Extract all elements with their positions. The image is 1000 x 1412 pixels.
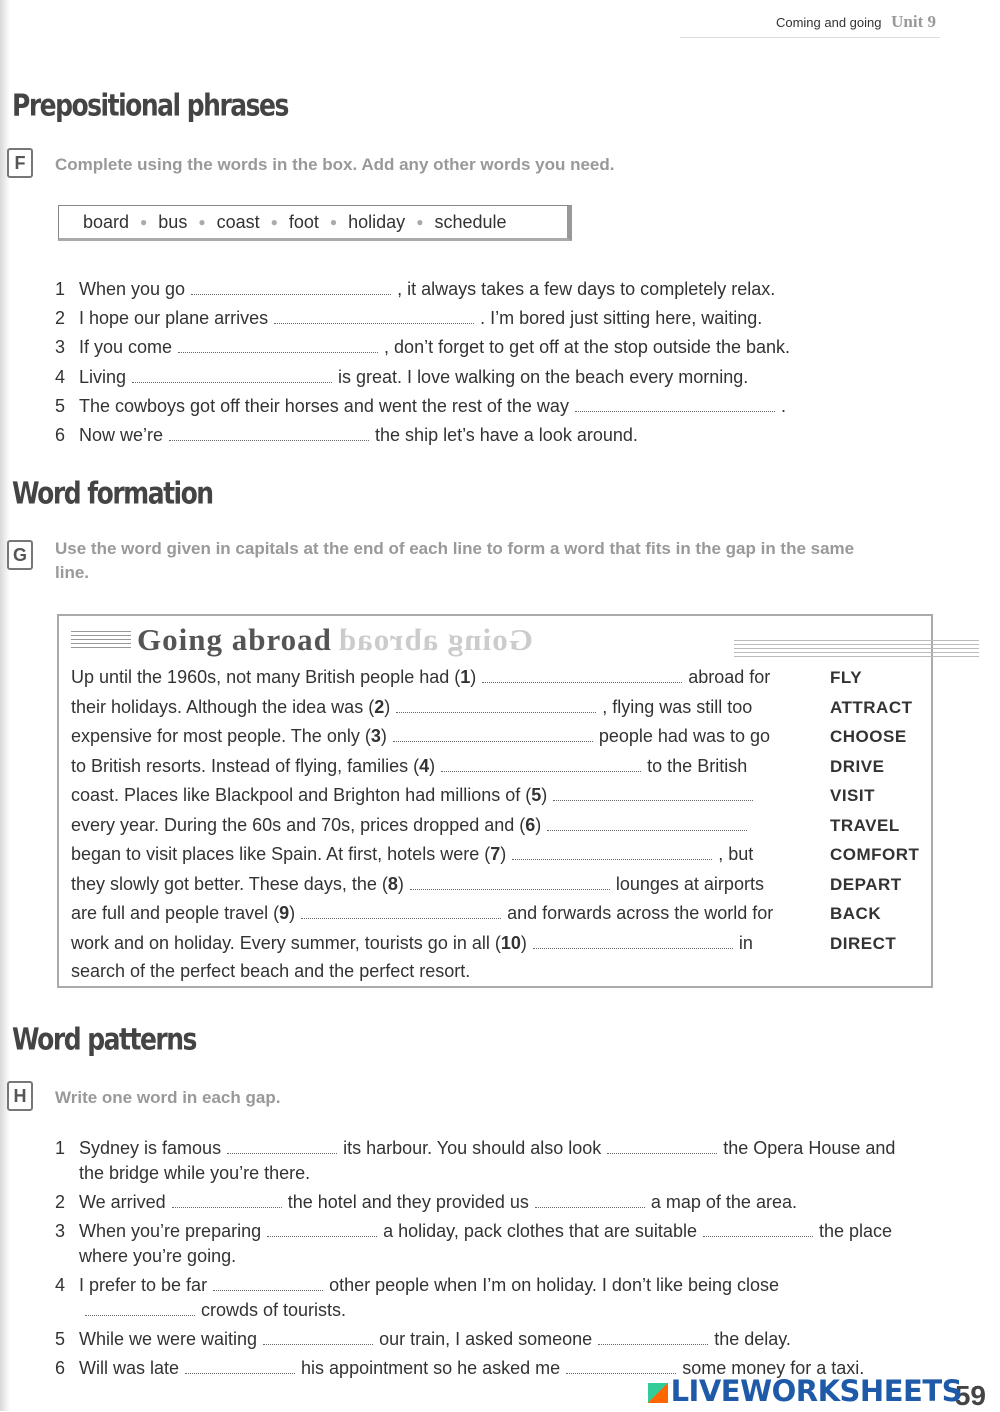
answer-gap[interactable] [132, 366, 332, 383]
answer-gap[interactable] [575, 395, 775, 412]
question-item: 3 If you come , don’t forget to get off at the stop outside the bank. [55, 337, 790, 358]
exercise-g-instruction: Use the word given in capitals at the end of each line to form a word that fits in the gap in the same line. [55, 539, 855, 582]
question-item: 4 I prefer to be far other people when I’m on holiday. I don’t like being closecrowds of tourists. [55, 1275, 780, 1320]
capital-word: ATTRACT [830, 697, 913, 717]
question-item: 1 When you go , it always takes a few days to completely relax. [55, 279, 776, 299]
exercise-h-list [55, 1136, 979, 1385]
exercise-f-list [55, 275, 790, 450]
header-section: Coming and going [775, 15, 882, 30]
title-decoration [734, 640, 979, 658]
text-line: every year. During the 60s and 70s, prices dropped and (6) [71, 814, 753, 836]
answer-gap[interactable] [227, 1137, 337, 1154]
answer-gap[interactable] [267, 1220, 377, 1237]
capital-word: TRAVEL [830, 815, 900, 835]
text-line: they slowly got better. These days, the (8) lounges at airports [71, 873, 764, 894]
question-item: 6 Will was late his appointment so he asked me some money for a taxi. [55, 1358, 865, 1378]
answer-gap[interactable] [547, 814, 747, 831]
box-word: schedule [434, 211, 507, 232]
answer-gap[interactable] [185, 1357, 295, 1374]
capital-word: FLY [830, 668, 863, 687]
box-word: coast [216, 211, 260, 232]
question-item: 5 While we were waiting our train, I asked someone the delay. [55, 1329, 791, 1349]
question-item: 5 The cowboys got off their horses and went the rest of the way . [55, 395, 786, 416]
text-line: Up until the 1960s, not many British people had (1) abroad for [71, 667, 771, 687]
answer-gap[interactable] [274, 307, 474, 324]
question-item: 3 When you’re preparing a holiday, pack clothes that are suitable the place where you’re going. [55, 1221, 893, 1266]
page-number: 59 [954, 1380, 986, 1411]
exercise-f-instruction: Complete using the words in the box. Add any other words you need. [55, 155, 615, 174]
text-box [57, 614, 933, 988]
liveworksheets-icon [648, 1383, 668, 1403]
title-decoration [71, 631, 131, 649]
word-box: board ● bus ● coast ● foot ● holiday ● schedule [58, 205, 572, 241]
answer-gap[interactable] [533, 932, 733, 949]
text-title [71, 622, 533, 658]
answer-gap[interactable] [703, 1220, 813, 1237]
capital-word: DRIVE [830, 756, 885, 776]
answer-gap[interactable] [482, 666, 682, 683]
text-line: coast. Places like Blackpool and Brighton had millions of (5) [71, 784, 759, 806]
capital-word: DIRECT [830, 933, 897, 953]
text-line: their holidays. Although the idea was (2) , flying was still too [71, 696, 753, 717]
capital-word: BACK [830, 904, 882, 923]
answer-gap[interactable] [393, 725, 593, 742]
text-line: to British resorts. Instead of flying, families (4) to the British [71, 755, 748, 776]
capital-word: VISIT [830, 786, 876, 805]
question-item: 2 We arrived the hotel and they provided us a map of the area. [55, 1192, 797, 1212]
running-header [776, 12, 936, 32]
question-item: 2 I hope our plane arrives . I’m bored just sitting here, waiting. [55, 308, 763, 329]
answer-gap[interactable] [607, 1137, 717, 1154]
header-unit: Unit 9 [891, 12, 936, 31]
answer-gap[interactable] [410, 873, 610, 890]
box-word: holiday [348, 211, 406, 232]
box-word: bus [158, 211, 188, 232]
question-item: 6 Now we’re the ship let’s have a look around. [55, 424, 638, 445]
capital-word: COMFORT [830, 845, 920, 864]
text-line: began to visit places like Spain. At first, hotels were (7) , but [71, 844, 754, 864]
answer-gap[interactable] [441, 755, 641, 772]
box-word: board [83, 211, 130, 232]
answer-gap[interactable] [566, 1357, 676, 1374]
question-item: 1 Sydney is famous its harbour. You should also look the Opera House and the bridge while you’re there. [55, 1138, 896, 1183]
question-item: 4 Living is great. I love walking on the beach every morning. [55, 366, 749, 387]
answer-gap[interactable] [598, 1328, 708, 1345]
exercise-letter-g: G [7, 540, 33, 570]
answer-gap[interactable] [178, 336, 378, 353]
answer-gap[interactable] [553, 784, 753, 801]
page-edge-shadow [0, 0, 10, 1411]
capital-word: DEPART [830, 874, 902, 894]
answer-gap[interactable] [301, 902, 501, 919]
text-line: are full and people travel (9) and forwards across the world for [71, 903, 774, 923]
watermark-logo: LIVEWORKSHEETS [648, 1374, 962, 1408]
answer-gap[interactable] [85, 1299, 195, 1316]
answer-gap[interactable] [512, 843, 712, 860]
section-title-word-formation: Word formation [12, 476, 213, 511]
answer-gap[interactable] [535, 1191, 645, 1208]
text-line: search of the perfect beach and the perfect resort. [71, 961, 471, 981]
answer-gap[interactable] [263, 1328, 373, 1345]
text-line: expensive for most people. The only (3) people had was to go [71, 726, 770, 746]
header-rule [680, 37, 940, 38]
answer-gap[interactable] [191, 278, 391, 295]
box-word: foot [288, 211, 319, 232]
answer-gap[interactable] [172, 1191, 282, 1208]
answer-gap[interactable] [169, 424, 369, 441]
text-heading: Going abroad [137, 622, 332, 657]
section-title-prepositional: Prepositional phrases [12, 88, 288, 123]
exercise-letter-h: H [7, 1081, 33, 1111]
answer-gap[interactable] [213, 1274, 323, 1291]
text-heading-mirror: Going abroad [337, 622, 533, 657]
answer-gap[interactable] [396, 696, 596, 713]
section-title-word-patterns: Word patterns [12, 1022, 196, 1057]
exercise-h-instruction: Write one word in each gap. [55, 1088, 281, 1107]
capital-word: CHOOSE [830, 727, 907, 746]
exercise-letter-f: F [7, 148, 33, 178]
text-line: work and on holiday. Every summer, tourists go in all (10) in [71, 932, 753, 953]
